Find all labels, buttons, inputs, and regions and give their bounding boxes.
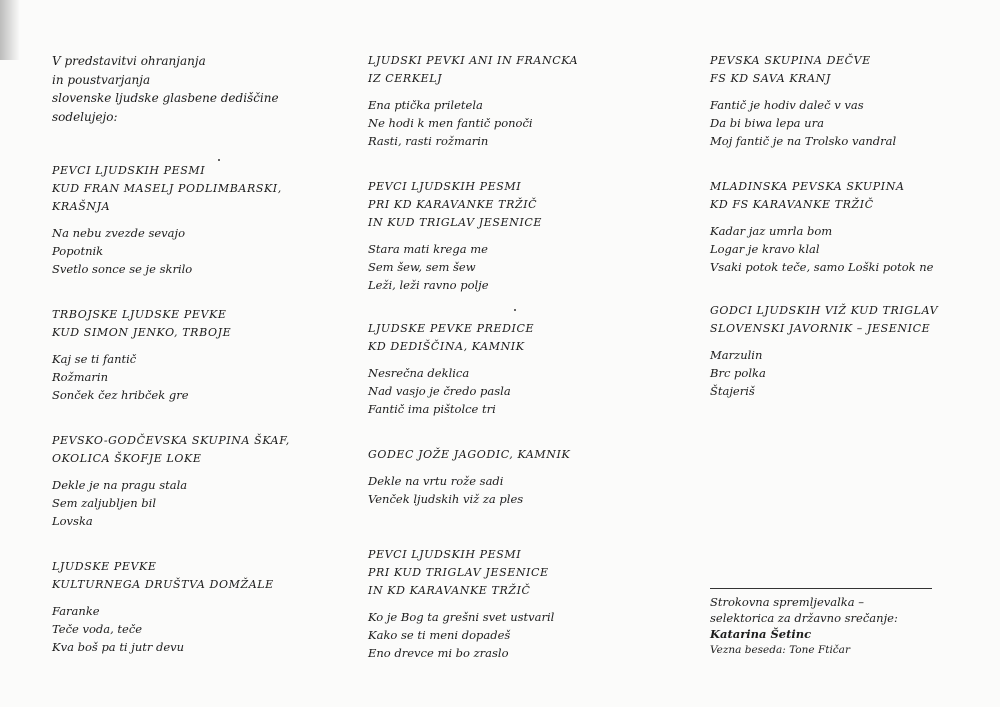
- signature-name: Katarina Šetinc: [710, 627, 812, 641]
- song-title: Eno drevce mi bo zraslo: [368, 646, 509, 660]
- song-title: Logar je kravo klal: [710, 242, 820, 256]
- song-list: [368, 240, 668, 294]
- song-list: [368, 96, 668, 150]
- heading-line: KUD SIMON JENKO, TRBOJE: [52, 326, 232, 339]
- song-title: Sem zaljubljen bil: [52, 496, 156, 510]
- group-block: [710, 178, 980, 276]
- group-heading: [52, 162, 352, 216]
- group-block: [52, 306, 352, 404]
- intro-line: V predstavitvi ohranjanja: [52, 54, 206, 68]
- group-heading: [710, 52, 980, 88]
- heading-line: KRAŠNJA: [52, 200, 111, 213]
- heading-line: IZ CERKELJ: [368, 72, 443, 85]
- song-title: Nesrečna deklica: [368, 366, 470, 380]
- scan-speck: [218, 159, 220, 161]
- heading-line: FS KD SAVA KRANJ: [710, 72, 831, 85]
- song-list: [52, 350, 352, 404]
- group-heading: [368, 446, 668, 464]
- song-title: Fantič ima pištolce tri: [368, 402, 496, 416]
- song-title: Kadar jaz umrla bom: [710, 224, 833, 238]
- song-list: [368, 608, 668, 662]
- group-heading: [52, 432, 352, 468]
- song-title: Ko je Bog ta grešni svet ustvaril: [368, 610, 555, 624]
- heading-line: PEVCI LJUDSKIH PESMI: [368, 180, 522, 193]
- song-list: [52, 476, 352, 530]
- song-list: [710, 222, 980, 276]
- song-title: Lovska: [52, 514, 93, 528]
- group-block: [710, 52, 980, 150]
- song-title: Faranke: [52, 604, 100, 618]
- group-heading: [368, 178, 668, 232]
- song-title: Leži, leži ravno polje: [368, 278, 489, 292]
- song-title: Stara mati krega me: [368, 242, 488, 256]
- intro-line: sodelujejo:: [52, 109, 118, 124]
- song-title: Štajeriš: [710, 384, 755, 398]
- song-title: Sem šew, sem šew: [368, 260, 476, 274]
- heading-line: TRBOJSKE LJUDSKE PEVKE: [52, 308, 227, 321]
- song-list: [368, 364, 668, 418]
- group-block: [52, 558, 352, 656]
- scan-speck: [514, 309, 516, 311]
- group-heading: [368, 320, 668, 356]
- heading-line: KUD FRAN MASELJ PODLIMBARSKI,: [52, 182, 282, 195]
- group-heading: [710, 302, 980, 338]
- group-block: [52, 432, 352, 530]
- heading-line: PEVCI LJUDSKIH PESMI: [52, 164, 206, 177]
- song-list: [368, 472, 668, 508]
- song-list: [710, 346, 980, 400]
- song-title: Moj fantič je na Trolsko vandral: [710, 134, 897, 148]
- song-title: Da bi biwa lepa ura: [710, 116, 824, 130]
- heading-line: PEVSKO-GODČEVSKA SKUPINA ŠKAF,: [52, 434, 290, 447]
- song-list: [52, 602, 352, 656]
- heading-line: LJUDSKE PEVKE: [52, 560, 157, 573]
- signature-role: selektorica za državno srečanje:: [710, 611, 898, 625]
- song-title: Kva boš pa ti jutr devu: [52, 640, 185, 654]
- song-title: Svetlo sonce se je skrilo: [52, 262, 193, 276]
- group-heading: [710, 178, 980, 214]
- heading-line: SLOVENSKI JAVORNIK – JESENICE: [710, 322, 931, 335]
- group-block: [368, 546, 668, 662]
- group-heading: [368, 52, 668, 88]
- heading-line: IN KUD TRIGLAV JESENICE: [368, 216, 542, 229]
- song-title: Fantič je hodiv daleč v vas: [710, 98, 864, 112]
- heading-line: LJUDSKE PEVKE PREDICE: [368, 322, 535, 335]
- song-list: [710, 96, 980, 150]
- song-title: Brc polka: [710, 366, 766, 380]
- heading-line: KULTURNEGA DRUŠTVA DOMŽALE: [52, 578, 274, 591]
- song-title: Popotnik: [52, 244, 104, 258]
- song-list: [52, 224, 352, 278]
- song-title: Teče voda, teče: [52, 622, 143, 636]
- group-block: [368, 320, 668, 418]
- heading-line: GODEC JOŽE JAGODIC, KAMNIK: [368, 448, 571, 461]
- scan-edge-shadow: [0, 0, 20, 60]
- song-title: Dekle je na pragu stala: [52, 478, 188, 492]
- song-title: Vsaki potok teče, samo Loški potok ne: [710, 260, 934, 274]
- heading-line: LJUDSKI PEVKI ANI IN FRANCKA: [368, 54, 579, 67]
- song-title: Ena ptička priletela: [368, 98, 483, 112]
- signature-role: Strokovna spremljevalka –: [710, 595, 865, 609]
- song-title: Rožmarin: [52, 370, 108, 384]
- group-heading: [368, 546, 668, 600]
- intro-text: [52, 52, 352, 126]
- heading-line: KD DEDIŠČINA, KAMNIK: [368, 340, 525, 353]
- song-title: Marzulin: [710, 348, 763, 362]
- group-block: [368, 446, 668, 508]
- group-block: [368, 52, 668, 150]
- heading-line: IN KD KARAVANKE TRŽIČ: [368, 584, 531, 597]
- song-title: Venček ljudskih viž za ples: [368, 492, 524, 506]
- song-title: Nad vasjo je čredo pasla: [368, 384, 511, 398]
- heading-line: PEVSKA SKUPINA DEČVE: [710, 54, 871, 67]
- song-title: Na nebu zvezde sevajo: [52, 226, 186, 240]
- song-title: Sonček čez hribček gre: [52, 388, 189, 402]
- heading-line: MLADINSKA PEVSKA SKUPINA: [710, 180, 905, 193]
- song-title: Ne hodi k men fantič ponoči: [368, 116, 533, 130]
- intro-line: in poustvarjanja: [52, 72, 151, 87]
- group-block: [52, 162, 352, 278]
- group-heading: [52, 558, 352, 594]
- heading-line: GODCI LJUDSKIH VIŽ KUD TRIGLAV: [710, 304, 939, 317]
- signature-block: [710, 594, 980, 658]
- group-block: [710, 302, 980, 400]
- signature-rule: [710, 588, 932, 589]
- heading-line: PEVCI LJUDSKIH PESMI: [368, 548, 522, 561]
- heading-line: PRI KD KARAVANKE TRŽIČ: [368, 198, 538, 211]
- group-heading: [52, 306, 352, 342]
- song-title: Kako se ti meni dopadeš: [368, 628, 511, 642]
- group-block: [368, 178, 668, 294]
- song-title: Dekle na vrtu rože sadi: [368, 474, 504, 488]
- heading-line: KD FS KARAVANKE TRŽIČ: [710, 198, 874, 211]
- heading-line: OKOLICA ŠKOFJE LOKE: [52, 452, 202, 465]
- intro-line: slovenske ljudske glasbene dediščine: [52, 91, 279, 105]
- moderator-credit: Vezna beseda: Tone Ftičar: [710, 644, 850, 656]
- song-title: Rasti, rasti rožmarin: [368, 134, 489, 148]
- song-title: Kaj se ti fantič: [52, 352, 137, 366]
- heading-line: PRI KUD TRIGLAV JESENICE: [368, 566, 549, 579]
